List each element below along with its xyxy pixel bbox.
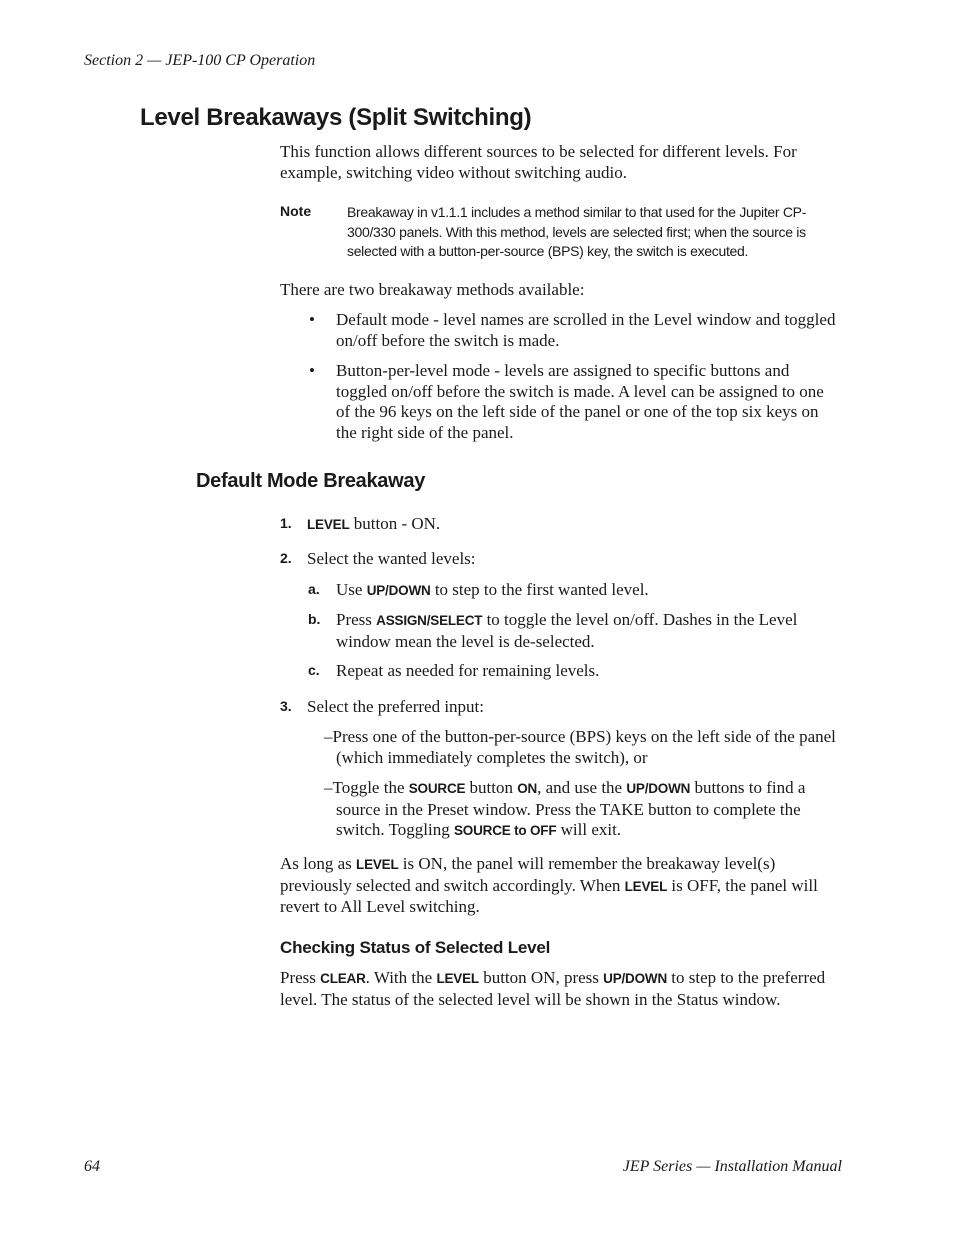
key-label: SOURCE <box>408 781 466 796</box>
subsection-heading: Checking Status of Selected Level <box>280 938 551 957</box>
key-label: ASSIGN/SELECT <box>376 613 483 628</box>
bullet-marker: • <box>309 361 315 380</box>
key-label: LEVEL <box>436 971 479 986</box>
running-head: Section 2 — JEP-100 CP Operation <box>84 52 316 69</box>
key-label: UP/DOWN <box>366 583 431 598</box>
step-3-text: Select the preferred input: <box>307 697 485 716</box>
step-3-option-2: –Toggle the SOURCE button ON, and use the UP/DOWN buttons to find a source in the Preset window. Press the TAKE button to complete the switch. Toggling SOURCE to OFF will exit. <box>324 778 806 839</box>
key-label: LEVEL <box>307 517 350 532</box>
page-title: Level Breakaways (Split Switching) <box>140 104 532 131</box>
key-label: LEVEL <box>356 857 399 872</box>
method-item: Default mode - level names are scrolled in the Level window and toggled on/off before the switch is made. <box>336 310 836 350</box>
step-number: 1. <box>280 515 292 531</box>
step-3-option-1: –Press one of the button-per-source (BPS) keys on the left side of the panel (which immediately completes the switch), or <box>324 727 836 767</box>
key-label: UP/DOWN <box>603 971 668 986</box>
step-number: 3. <box>280 698 292 714</box>
methods-intro: There are two breakaway methods available: <box>280 280 585 299</box>
manual-title: JEP Series — Installation Manual <box>622 1158 842 1175</box>
step-2b-text: Press ASSIGN/SELECT to toggle the level on/off. Dashes in the Level window mean the level is de-selected. <box>336 610 798 651</box>
key-label: UP/DOWN <box>626 781 691 796</box>
substep-letter: c. <box>308 662 320 678</box>
step-2-text: Select the wanted levels: <box>307 549 476 568</box>
key-label: ON <box>517 781 538 796</box>
step-number: 2. <box>280 550 292 566</box>
key-label: CLEAR <box>320 971 366 986</box>
key-label: SOURCE to OFF <box>453 823 557 838</box>
status-paragraph: Press CLEAR. With the LEVEL button ON, press UP/DOWN to step to the preferred level. The status of the selected level will be shown in the Status window. <box>280 968 826 1009</box>
method-item: Button-per-level mode - levels are assigned to specific buttons and toggled on/off before the switch is made. A level can be assigned to one of the 96 keys on the left side of the panel or one of the top six keys on the right side of the panel. <box>336 361 824 442</box>
page-number: 64 <box>84 1158 100 1175</box>
note-label: Note <box>280 203 312 219</box>
substep-letter: b. <box>308 611 321 627</box>
note-text: Breakaway in v1.1.1 includes a method similar to that used for the Jupiter CP-300/330 panels. With this method, levels are selected first; when the source is selected with a button-per-source (BPS) key, the switch is executed. <box>347 204 807 259</box>
step-1-text: LEVEL button - ON. <box>307 514 441 533</box>
key-label: LEVEL <box>624 878 668 894</box>
step-2a-text: Use UP/DOWN to step to the first wanted level. <box>336 580 649 599</box>
bullet-marker: • <box>309 310 315 329</box>
remember-paragraph: As long as LEVEL is ON, the panel will remember the breakaway level(s) previously selected and switch accordingly. When LEVEL is OFF, the panel will revert to All Level switching. <box>280 854 818 916</box>
intro-paragraph: This function allows different sources to be selected for different levels. For example, switching video without switching audio. <box>280 142 797 182</box>
step-2c-text: Repeat as needed for remaining levels. <box>336 661 600 680</box>
substep-letter: a. <box>308 581 320 597</box>
section-heading: Default Mode Breakaway <box>196 470 426 492</box>
